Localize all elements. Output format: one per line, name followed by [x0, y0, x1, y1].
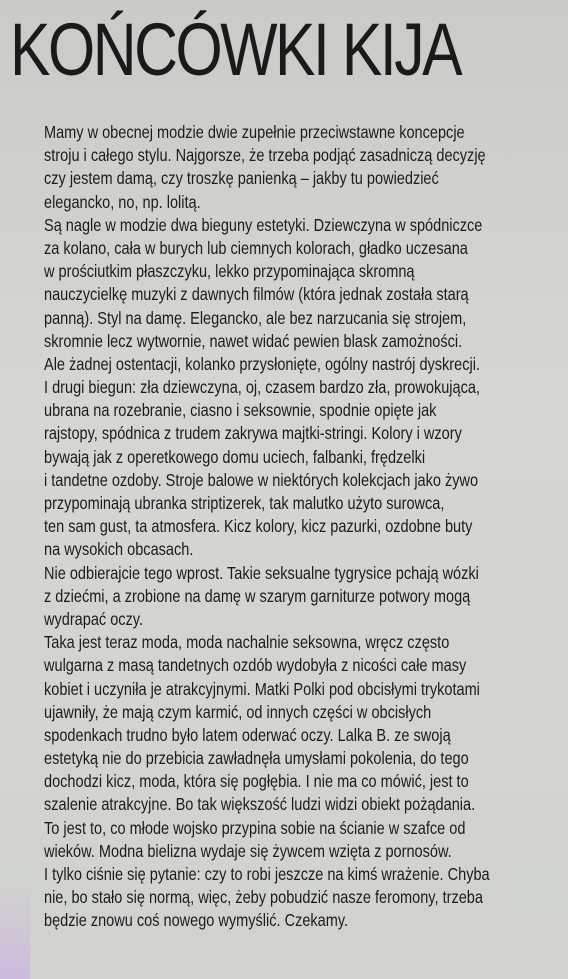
text-line: skromnie lecz wytwornie, nawet widać pewien blask zamożności.: [44, 330, 463, 351]
text-line: w prościutkim płaszczyku, lekko przypominająca skromną: [44, 261, 415, 282]
text-line: na wysokich obcasach.: [44, 539, 194, 560]
text-line: elegancko, no, np. lolitą.: [44, 191, 201, 212]
text-line: i tandetne ozdoby. Stroje balowe w niektórych kolekcjach jako żywo: [44, 469, 479, 490]
text-line: dochodzi kicz, moda, która się pogłębia. I nie ma co mówić, jest to: [44, 771, 469, 792]
text-line: I drugi biegun: zła dziewczyna, oj, czasem bardzo zła, prowokująca,: [44, 377, 480, 398]
text-line: bywają jak z operetkowego domu uciech, falbanki, frędzelki: [44, 446, 426, 467]
page-edge-tint: [0, 879, 30, 979]
text-line: kobiet i uczyniła je atrakcyjnymi. Matki Polki pod obcisłymi trykotami: [44, 678, 480, 699]
text-line: wydrapać oczy.: [44, 608, 144, 629]
text-line: szalenie atrakcyjne. Bo tak większość ludzi widzi obiekt pożądania.: [44, 794, 476, 815]
text-line: Nie odbierajcie tego wprost. Takie seksualne tygrysice pchają wózki: [44, 562, 479, 583]
text-line: Ale żadnej ostentacji, kolanko przysłonięte, ogólny nastrój dyskrecji.: [44, 353, 480, 374]
text-line: będzie znowu coś nowego wymyślić. Czekamy.: [44, 910, 349, 931]
text-line: Mamy w obecnej modzie dwie zupełnie przeciwstawne koncepcje: [44, 122, 465, 142]
text-line: przypominają ubranka striptizerek, tak malutko użyto surowca,: [44, 493, 445, 513]
text-line: I tylko ciśnie się pytanie: czy to robi jeszcze na kimś wrażenie. Chyba: [44, 864, 490, 884]
text-line: spodenkach trudno było latem oderwać oczy. Lalka B. ze swoją: [44, 724, 451, 745]
text-line: Taka jest teraz moda, moda nachalnie seksowna, wręcz często: [44, 632, 450, 653]
text-line: ten sam gust, ta atmosfera. Kicz kolory, kicz pazurki, ozdobne buty: [44, 516, 473, 537]
text-line: czy jestem damą, czy troszkę panienką – jakby tu powiedzieć: [44, 168, 439, 189]
text-line: wieków. Modna bielizna wydaje się żywcem wzięta z pornosów.: [44, 840, 452, 861]
text-line: stroju i całego stylu. Najgorsze, że trzeba podjąć zasadniczą decyzję: [44, 145, 486, 166]
text-line: panną). Styl na damę. Elegancko, ale bez narzucania się strojem,: [44, 307, 467, 328]
text-line: ubrana na rozebranie, ciasno i seksownie, spodnie opięte jak: [44, 400, 437, 421]
text-line: rajstopy, spódnica z trudem zakrywa majtki-stringi. Kolory i wzory: [44, 423, 462, 444]
text-line: ujawniły, że mają czym karmić, od innych części w obcisłych: [44, 701, 432, 722]
text-line: nie, bo stało się normą, więc, żeby pobudzić nasze feromony, trzeba: [44, 887, 483, 908]
text-line: z dziećmi, a zrobione na damę w szarym garniturze potwory mogą: [44, 585, 471, 606]
text-line: estetyką nie do przebicia zawładnęła umysłami pokolenia, do tego: [44, 748, 469, 769]
article-title: KOŃCÓWKI KIJA: [10, 8, 461, 91]
text-line: nauczycielkę muzyki z dawnych filmów (która jednak została starą: [44, 284, 469, 305]
text-line: To jest to, co młode wojsko przypina sobie na ścianie w szafce od: [44, 817, 466, 838]
text-line: za kolano, cała w burych lub ciemnych kolorach, gładko uczesana: [44, 237, 468, 258]
text-line: wulgarna z masą tandetnych ozdób wydobyła z nicości całe masy: [44, 655, 467, 676]
article-body: [44, 121, 566, 933]
text-line: Są nagle w modzie dwa bieguny estetyki. Dziewczyna w spódniczce: [44, 214, 483, 235]
